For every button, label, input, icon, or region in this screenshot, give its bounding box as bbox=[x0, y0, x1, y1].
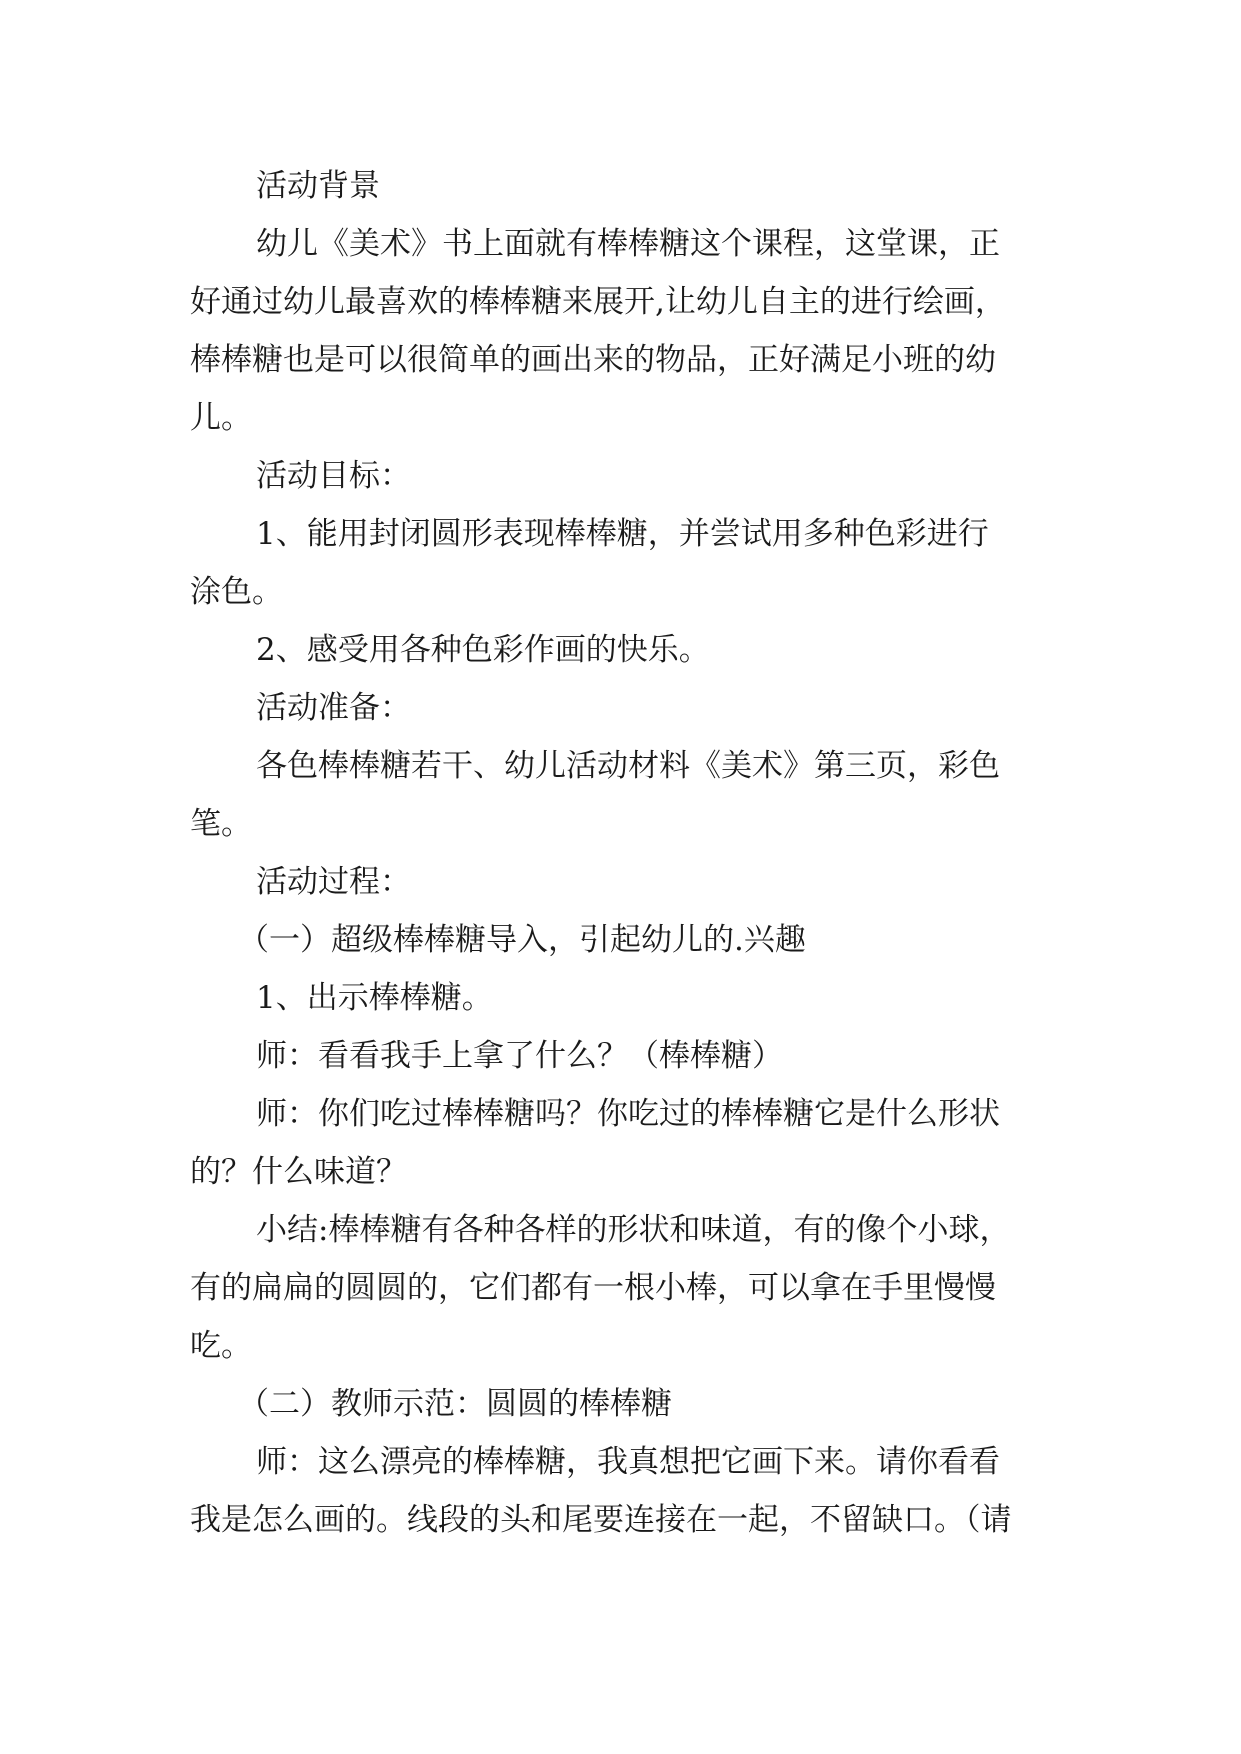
heading-activity-background: 活动背景 bbox=[256, 168, 380, 204]
paragraph-line: 1、出示棒棒糖。 bbox=[256, 980, 493, 1016]
paragraph-line: 师：这么漂亮的棒棒糖，我真想把它画下来。请你看看 bbox=[256, 1444, 1000, 1480]
paragraph-line: 师：看看我手上拿了什么？（棒棒糖） bbox=[256, 1038, 783, 1074]
paragraph-line: 小结:棒棒糖有各种各样的形状和味道，有的像个小球， bbox=[256, 1212, 1011, 1248]
heading-activity-goals: 活动目标： bbox=[256, 458, 411, 494]
heading-activity-preparation: 活动准备： bbox=[256, 690, 411, 726]
paragraph-line: 好通过幼儿最喜欢的棒棒糖来展开,让幼儿自主的进行绘画， bbox=[190, 284, 1006, 320]
paragraph-line: 棒棒糖也是可以很简单的画出来的物品，正好满足小班的幼 bbox=[190, 342, 996, 378]
paragraph-line: 我是怎么画的。线段的头和尾要连接在一起，不留缺口。（请 bbox=[190, 1502, 1012, 1538]
paragraph-line: 1、能用封闭圆形表现棒棒糖，并尝试用多种色彩进行 bbox=[256, 516, 989, 552]
heading-activity-process: 活动过程： bbox=[256, 864, 411, 900]
paragraph-line: 有的扁扁的圆圆的，它们都有一根小棒，可以拿在手里慢慢 bbox=[190, 1270, 996, 1306]
paragraph-line: 儿。 bbox=[190, 400, 252, 436]
paragraph-line: 的？什么味道？ bbox=[190, 1154, 407, 1190]
paragraph-line: 2、感受用各种色彩作画的快乐。 bbox=[256, 632, 710, 668]
paragraph-line: 幼儿《美术》书上面就有棒棒糖这个课程，这堂课，正 bbox=[256, 226, 1000, 262]
section-heading-two: （二）教师示范：圆圆的棒棒糖 bbox=[238, 1386, 672, 1422]
paragraph-line: 师：你们吃过棒棒糖吗？你吃过的棒棒糖它是什么形状 bbox=[256, 1096, 1000, 1132]
section-heading-one: （一）超级棒棒糖导入，引起幼儿的.兴趣 bbox=[238, 922, 806, 958]
paragraph-line: 各色棒棒糖若干、幼儿活动材料《美术》第三页，彩色 bbox=[256, 748, 1000, 784]
paragraph-line: 涂色。 bbox=[190, 574, 283, 610]
paragraph-line: 吃。 bbox=[190, 1328, 252, 1364]
paragraph-line: 笔。 bbox=[190, 806, 252, 842]
